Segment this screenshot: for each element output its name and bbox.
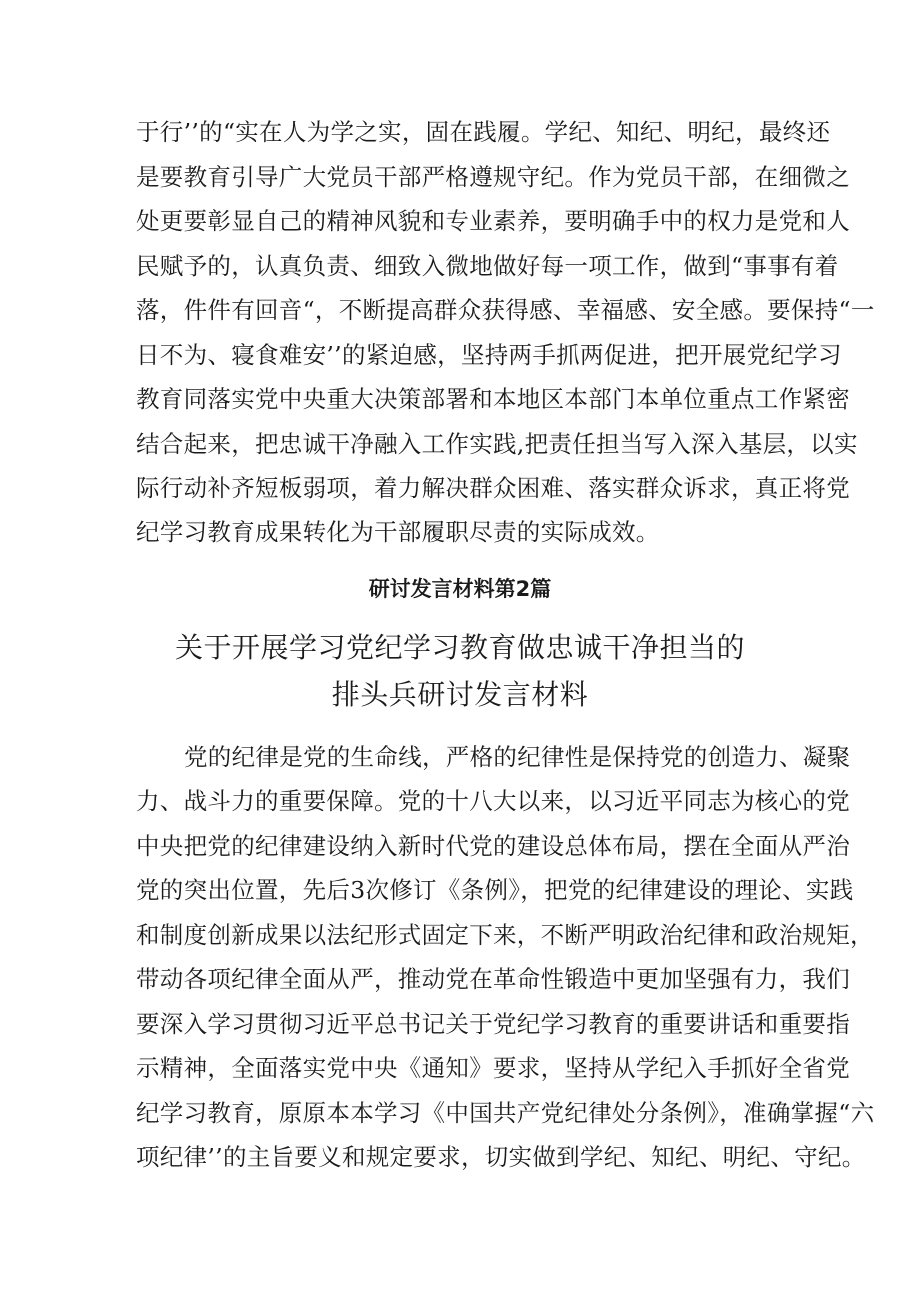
- paragraph-line: 民赋予的，认真负责、细致入微地做好每一项工作，做到“事事有着: [136, 252, 839, 280]
- paragraph-line: 纪学习教育成果转化为干部履职尽责的实际成效。: [136, 518, 660, 546]
- section-label: 研讨发言材料第2篇: [368, 577, 552, 601]
- paragraph-line: 项纪律’’的主旨要义和规定要求，切实做到学纪、知纪、明纪、守纪。: [136, 1143, 866, 1171]
- paragraph-line: 和制度创新成果以法纪形式固定下来，不断严明政治纪律和政治规矩，: [136, 921, 874, 949]
- paragraph-line: 处更要彰显自己的精神风貌和专业素养，要明确手中的权力是党和人: [136, 207, 850, 235]
- paragraph-line: 要深入学习贯彻习近平总书记关于党纪学习教育的重要讲话和重要指: [136, 1010, 850, 1038]
- title-line-2: 排头兵研讨发言材料: [331, 678, 589, 711]
- paragraph-line: 于行’’的“实在人为学之实，固在践履。学纪、知纪、明纪，最终还: [136, 118, 831, 146]
- paragraph-line: 中央把党的纪律建设纳入新时代党的建设总体布局，摆在全面从严治: [136, 832, 850, 860]
- paragraph-line: 日不为、寝食难安’’的紧迫感，坚持两手抓两促进，把开展党纪学习: [136, 341, 842, 369]
- paragraph-line: 力、战斗力的重要保障。党的十八大以来，以习近平同志为核心的党: [136, 787, 850, 815]
- paragraph-line: 示精神，全面落实党中央《通知》要求，坚持从学纪入手抓好全省党: [136, 1054, 850, 1082]
- paragraph-line: 纪学习教育，原原本本学习《中国共产党纪律处分条例》，准确掌握“六: [136, 1099, 875, 1127]
- paragraph-line: 教育同落实党中央重大决策部署和本地区本部门本单位重点工作紧密: [136, 385, 850, 413]
- paragraph-line: 是要教育引导广大党员干部严格遵规守纪。作为党员干部，在细微之: [136, 163, 850, 191]
- paragraph-line: 党的突出位置，先后3次修订《条例》，把党的纪律建设的理论、实践: [136, 876, 854, 904]
- paragraph-line: 落，件件有回音“，不断提高群众获得感、幸福感、安全感。要保持“一: [136, 296, 875, 324]
- paragraph-line: 结合起来，把忠诚干净融入工作实践,把责任担当写入深入基层，以实: [136, 430, 858, 458]
- paragraph-line: 党的纪律是党的生命线，严格的纪律性是保持党的创造力、凝聚: [184, 743, 851, 771]
- paragraph-line: 带动各项纪律全面从严，推动党在革命性锻造中更加坚强有力，我们: [136, 965, 850, 993]
- title-line-1: 关于开展学习党纪学习教育做忠诚干净担当的: [174, 631, 745, 664]
- paragraph-line: 际行动补齐短板弱项，着力解决群众困难、落实群众诉求，真正将党: [136, 474, 850, 502]
